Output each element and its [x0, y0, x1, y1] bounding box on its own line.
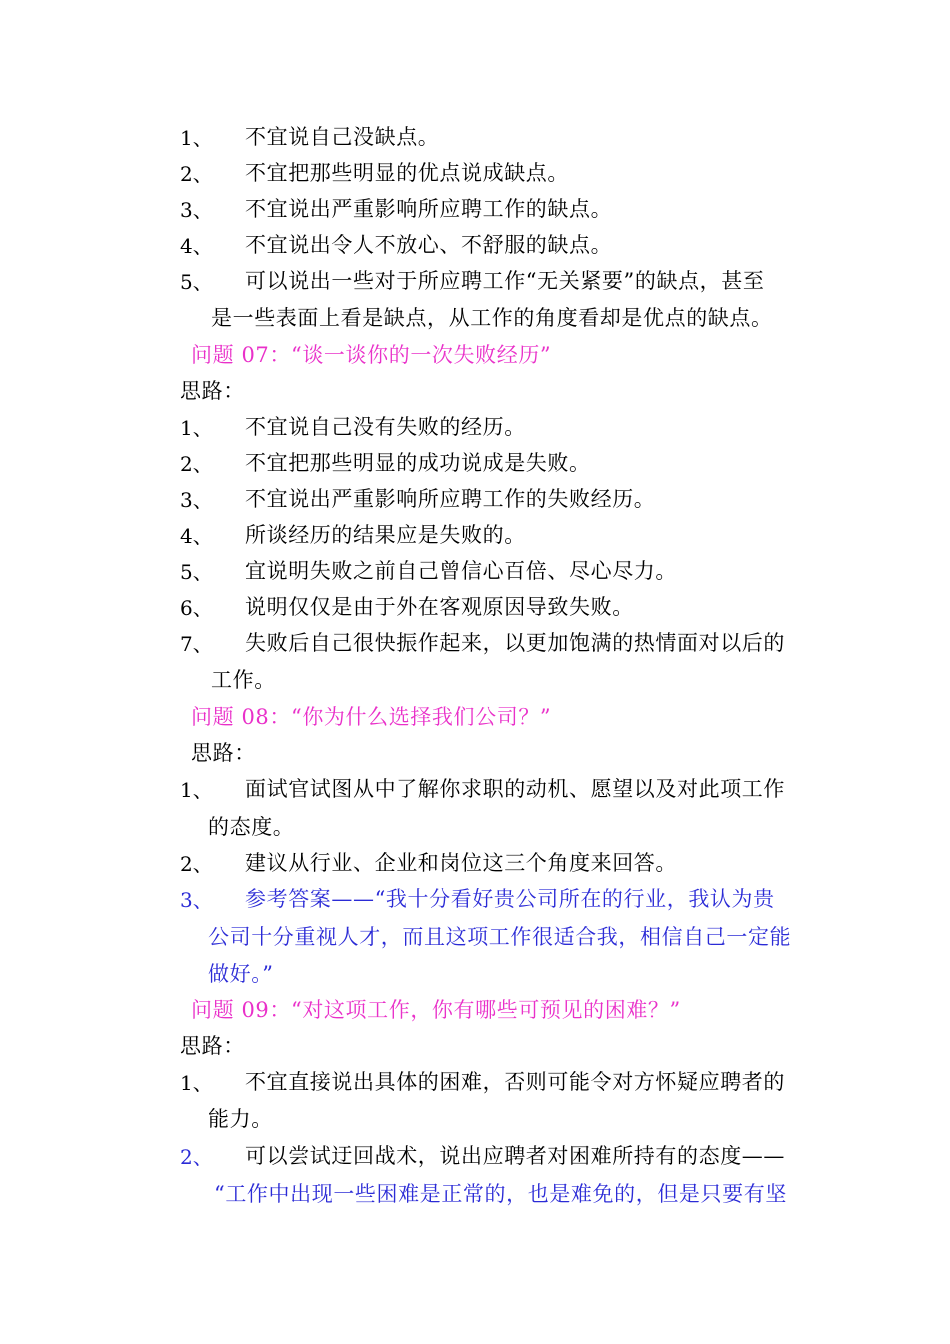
list-item-text: 不宜说出严重影响所应聘工作的缺点。 — [245, 197, 613, 221]
list-item-text: 不宜说出严重影响所应聘工作的失败经历。 — [245, 487, 656, 511]
list-item-continuation: 工作。 — [211, 668, 276, 692]
list-number: 7、 — [180, 632, 213, 656]
list-item-text: 说明仅仅是由于外在客观原因导致失败。 — [245, 595, 634, 619]
list-item-continuation: 能力。 — [208, 1107, 273, 1131]
list-item-text: 不宜把那些明显的优点说成缺点。 — [245, 161, 569, 185]
list-item-text: 所谈经历的结果应是失败的。 — [245, 523, 526, 547]
list-number: 5、 — [180, 270, 213, 294]
list-number: 1、 — [180, 416, 213, 440]
list-item-text: 不宜说自己没缺点。 — [245, 125, 440, 149]
list-item-text: 宜说明失败之前自己曾信心百倍、尽心尽力。 — [245, 559, 677, 583]
list-number: 1、 — [180, 126, 213, 150]
list-number: 2、 — [180, 162, 213, 186]
list-item-text: 不宜说出令人不放心、不舒服的缺点。 — [245, 233, 613, 257]
list-item-continuation: 是一些表面上看是缺点，从工作的角度看却是优点的缺点。 — [211, 306, 773, 330]
list-item-text: 建议从行业、企业和岗位这三个角度来回答。 — [245, 851, 677, 875]
list-number: 5、 — [180, 560, 213, 584]
list-number: 3、 — [180, 488, 213, 512]
list-item-text: 面试官试图从中了解你求职的动机、愿望以及对此项工作 — [245, 777, 785, 801]
question-heading: 问题 08：“你为什么选择我们公司？” — [191, 705, 552, 729]
question-heading: 问题 09：“对这项工作，你有哪些可预见的困难？” — [191, 998, 681, 1022]
section-label: 思路： — [180, 1034, 245, 1058]
list-item-text: 失败后自己很快振作起来，以更加饱满的热情面对以后的 — [245, 631, 785, 655]
list-number: 2、 — [180, 452, 213, 476]
answer-continuation: 公司十分重视人才，而且这项工作很适合我，相信自己一定能 — [208, 925, 792, 949]
list-number: 3、 — [180, 888, 213, 912]
answer-text: 参考答案——“我十分看好贵公司所在的行业，我认为贵 — [245, 887, 775, 911]
list-number: 4、 — [180, 524, 213, 548]
list-item-text: 不宜说自己没有失败的经历。 — [245, 415, 526, 439]
section-label: 思路： — [191, 741, 256, 765]
list-number: 1、 — [180, 778, 213, 802]
list-item-text: 可以尝试迂回战术，说出应聘者对困难所持有的态度—— — [245, 1144, 785, 1168]
list-item-continuation: 的态度。 — [208, 815, 295, 839]
list-item-text: 不宜直接说出具体的困难，否则可能令对方怀疑应聘者的 — [245, 1070, 785, 1094]
question-heading: 问题 07：“谈一谈你的一次失败经历” — [191, 343, 552, 367]
list-item-text: 可以说出一些对于所应聘工作“无关紧要”的缺点，甚至 — [245, 269, 765, 293]
list-number: 2、 — [180, 852, 213, 876]
list-number: 3、 — [180, 198, 213, 222]
answer-continuation: 做好。” — [208, 962, 274, 986]
list-number: 2、 — [180, 1145, 213, 1169]
section-label: 思路： — [180, 379, 245, 403]
list-number: 6、 — [180, 596, 213, 620]
list-item-text: 不宜把那些明显的成功说成是失败。 — [245, 451, 591, 475]
list-number: 1、 — [180, 1071, 213, 1095]
answer-continuation: “工作中出现一些困难是正常的，也是难免的，但是只要有坚 — [214, 1182, 787, 1206]
list-number: 4、 — [180, 234, 213, 258]
